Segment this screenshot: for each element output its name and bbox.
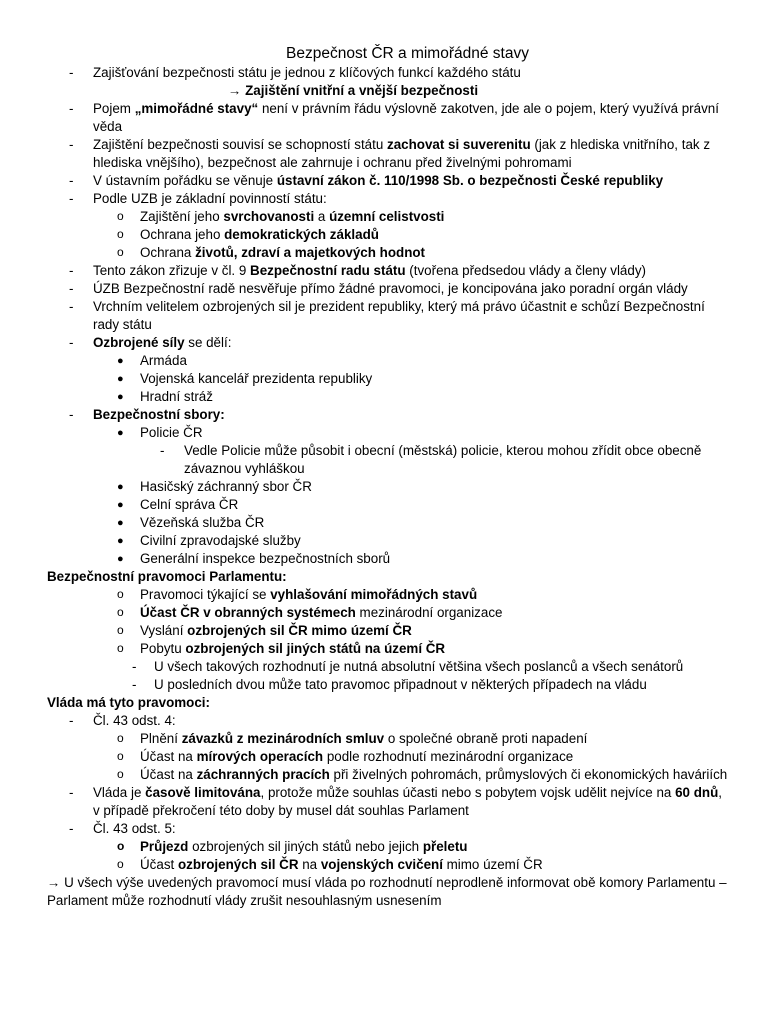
list-item (47, 496, 728, 514)
list-item (47, 532, 728, 550)
text-bold: 60 dnů (675, 785, 719, 800)
list-item (47, 748, 728, 766)
text: Účast na (140, 749, 197, 764)
list-item (47, 226, 728, 244)
text: Tento zákon zřizuje v čl. 9 (93, 263, 251, 278)
bullet-marker: ● (117, 373, 124, 385)
bullet-marker: ● (117, 481, 124, 493)
text: Zajišťování bezpečnosti státu je jednou z klíčových funkcí každého státu (93, 65, 521, 80)
circle-marker: o (117, 245, 124, 259)
circle-marker: o (117, 605, 124, 619)
circle-marker: o (117, 209, 124, 223)
text-bold: ústavní zákon č. 110/1998 Sb. o bezpečnosti České republiky (276, 173, 664, 188)
text-bold: ozbrojených sil jiných států na území ČR (185, 641, 446, 656)
text: Hradní stráž (140, 389, 213, 404)
text-bold: demokratických základů (224, 227, 379, 242)
page-title: Bezpečnost ČR a mimořádné stavy (286, 45, 529, 62)
list-item (47, 298, 728, 334)
text: Pojem (93, 101, 135, 116)
text-bold: časově limitována (145, 785, 261, 800)
text: Účast na (140, 767, 197, 782)
list-item (47, 244, 728, 262)
text: Zajištění jeho (140, 209, 224, 224)
dash-marker: - (69, 785, 74, 800)
list-item (47, 280, 728, 298)
list-item (47, 82, 728, 100)
list-item (47, 820, 728, 838)
circle-marker: o (117, 227, 124, 241)
bullet-marker: ● (117, 553, 124, 565)
text: Vláda je (93, 785, 146, 800)
arrow-icon: → (228, 83, 242, 98)
text: Civilní zpravodajské služby (140, 533, 301, 548)
dash-marker: - (69, 65, 74, 80)
list-item (47, 712, 728, 730)
text-bold: Bezpečnostní radu státu (250, 263, 406, 278)
circle-marker: o (117, 839, 125, 853)
text: podle rozhodnutí mezinárodní organizace (323, 749, 574, 764)
text-bold: ozbrojených sil ČR mimo území ČR (187, 623, 412, 638)
text: Čl. 43 odst. 5: (93, 821, 176, 836)
text-bold: Bezpečnostní sbory: (93, 407, 225, 422)
list-item (47, 784, 728, 820)
text-bold: Ozbrojené síly (93, 335, 185, 350)
bullet-marker: ● (117, 391, 124, 403)
list-item (47, 766, 728, 784)
list-item (47, 262, 728, 280)
text-bold: životů, zdraví a majetkových hodnot (195, 245, 426, 260)
text: Vedle Policie může působit i obecní (městská) policie, kterou mohou zřídit obce obecně závaznou vyhláškou (184, 443, 702, 476)
dash-marker: - (69, 335, 74, 350)
text-bold: ozbrojených sil ČR (177, 857, 299, 872)
text-bold: Vláda má tyto pravomoci: (47, 695, 210, 710)
list-item (47, 388, 728, 406)
text-bold: Bezpečnostní pravomoci Parlamentu: (47, 569, 287, 584)
dash-marker: - (69, 821, 74, 836)
text-bold: závazků z mezinárodních smluv (181, 731, 385, 746)
list-item (47, 856, 728, 874)
text: Policie ČR (140, 425, 203, 440)
list-item (47, 370, 728, 388)
list-item (47, 172, 728, 190)
text: Vězeňská služba ČR (140, 515, 265, 530)
text-bold: přeletu (422, 839, 468, 854)
text: (tvořena předsedou vlády a členy vlády) (405, 263, 646, 278)
circle-marker: o (117, 587, 124, 601)
text-bold: územní celistvosti (329, 209, 445, 224)
text: mezinárodní organizace (355, 605, 503, 620)
text-bold: vojenských cvičení (320, 857, 443, 872)
text-bold: svrchovanosti (223, 209, 315, 224)
list-item (47, 64, 728, 82)
text: Pobytu (140, 641, 186, 656)
text: Vojenská kancelář prezidenta republiky (140, 371, 373, 386)
bullet-marker: ● (117, 427, 124, 439)
dash-marker: - (132, 659, 137, 674)
text: Zajištění vnitřní a vnější bezpečnosti (245, 83, 479, 98)
list-item (47, 136, 728, 172)
text-bold: „mimořádné stavy“ (134, 101, 259, 116)
list-item (47, 838, 728, 856)
arrow-icon: → (47, 875, 61, 890)
list-item (47, 190, 728, 208)
text: Pravomoci týkající se (140, 587, 271, 602)
list-item (47, 730, 728, 748)
text: se dělí: (184, 335, 232, 350)
text: Účast (140, 857, 178, 872)
text-bold: Účast ČR v obranných systémech (140, 605, 356, 620)
circle-marker: o (117, 623, 124, 637)
list-item (47, 622, 728, 640)
text-bold: mírových operacích (196, 749, 324, 764)
text: Čl. 43 odst. 4: (93, 713, 176, 728)
list-item (47, 100, 728, 136)
circle-marker: o (117, 749, 124, 763)
section-heading (47, 694, 728, 712)
text: při živelných pohromách, průmyslových či ekonomických haváriích (329, 767, 728, 782)
list-item (47, 352, 728, 370)
text: Vyslání (140, 623, 188, 638)
closing-note (47, 874, 728, 910)
list-item (47, 514, 728, 532)
text: Podle UZB je základní povinností státu: (93, 191, 327, 206)
dash-marker: - (69, 101, 74, 116)
circle-marker: o (117, 731, 124, 745)
dash-marker: - (132, 677, 137, 692)
list-item (47, 550, 728, 568)
dash-marker: - (69, 299, 74, 314)
list-item (47, 442, 728, 478)
list-item (47, 208, 728, 226)
dash-marker: - (69, 713, 74, 728)
text: není v právním řádu výslovně zakotven, jde ale o pojem, který využívá právní věda (93, 101, 719, 134)
text: Zajištění bezpečnosti souvisí se schopností státu (93, 137, 388, 152)
text: mimo území ČR (442, 857, 543, 872)
text: Armáda (140, 353, 187, 368)
text: , v případě překročení této doby by musel dát souhlas Parlament (93, 785, 722, 818)
text: , protože může souhlas účasti nebo s pobytem vojsk udělit nejvíce na (260, 785, 676, 800)
text: Ochrana jeho (140, 227, 225, 242)
text: Plnění (140, 731, 182, 746)
bullet-marker: ● (117, 535, 124, 547)
text: na (298, 857, 321, 872)
dash-marker: - (69, 191, 74, 206)
text: U všech takových rozhodnutí je nutná absolutní většina všech poslanců a všech senátorů (154, 659, 684, 674)
dash-marker: - (69, 281, 74, 296)
text: o společné obraně proti napadení (384, 731, 588, 746)
text: Generální inspekce bezpečnostních sborů (140, 551, 391, 566)
dash-marker: - (160, 443, 165, 458)
text: (jak z hlediska vnitřního, tak z hlediska vnějšího), bezpečnost ale zahrnuje i ochranu před živelnými pohromami (93, 137, 711, 170)
list-item (47, 676, 728, 694)
text: ÚZB Bezpečnostní radě nesvěřuje přímo žádné pravomoci, je koncipována jako poradní orgán vlády (93, 281, 688, 296)
text: Ochrana (140, 245, 196, 260)
list-item (47, 604, 728, 622)
dash-marker: - (69, 263, 74, 278)
bullet-marker: ● (117, 517, 124, 529)
section-heading (47, 568, 728, 586)
bullet-marker: ● (117, 499, 124, 511)
list-item (47, 640, 728, 658)
text: V ústavním pořádku se věnuje (93, 173, 277, 188)
circle-marker: o (117, 767, 124, 781)
text: Hasičský záchranný sbor ČR (140, 479, 312, 494)
list-item (47, 586, 728, 604)
list-item (47, 334, 728, 352)
text: U všech výše uvedených pravomocí musí vláda po rozhodnutí neprodleně informovat obě komory Parlamentu – Parlament může rozhodnutí vlády zrušit nesouhlasným usnesením (47, 875, 727, 908)
text-bold: zachovat si suverenitu (387, 137, 531, 152)
circle-marker: o (117, 857, 124, 871)
dash-marker: - (69, 407, 74, 422)
text-bold: záchranných pracích (196, 767, 330, 782)
dash-marker: - (69, 137, 74, 152)
list-item (47, 658, 728, 676)
list-item (47, 406, 728, 424)
text: Vrchním velitelem ozbrojených sil je prezident republiky, který má právo účastnit e schůzí Bezpečnostní rady státu (93, 299, 705, 332)
bullet-marker: ● (117, 355, 124, 367)
dash-marker: - (69, 173, 74, 188)
list-item (47, 424, 728, 442)
text: ozbrojených sil jiných států nebo jejich (188, 839, 423, 854)
list-item (47, 478, 728, 496)
text: Celní správa ČR (140, 497, 239, 512)
text: U posledních dvou může tato pravomoc připadnout v některých případech na vládu (154, 677, 647, 692)
text: a (314, 209, 330, 224)
text-bold: Průjezd (140, 839, 189, 854)
circle-marker: o (117, 641, 124, 655)
text-bold: vyhlašování mimořádných stavů (270, 587, 478, 602)
